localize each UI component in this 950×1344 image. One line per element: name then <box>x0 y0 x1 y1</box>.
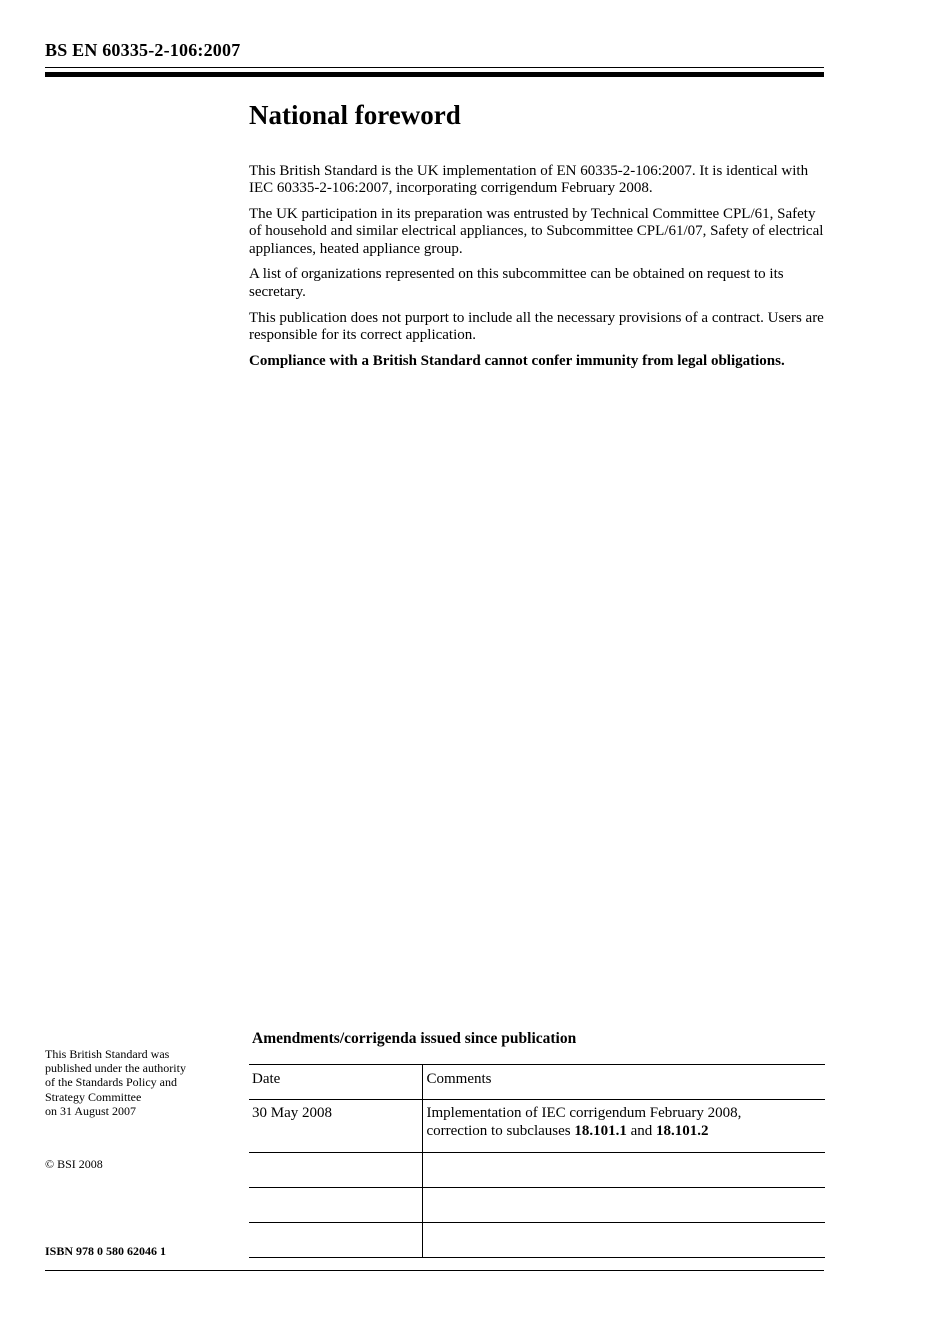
table-row-empty <box>249 1223 825 1258</box>
isbn: ISBN 978 0 580 62046 1 <box>45 1244 167 1258</box>
authority-line: This British Standard was <box>45 1047 170 1061</box>
authority-line: of the Standards Policy and <box>45 1075 177 1090</box>
document-standard-id: BS EN 60335-2-106:2007 <box>45 40 241 60</box>
subclause-ref: 18.101.1 <box>574 1123 627 1139</box>
paragraph-organizations: A list of organizations represented on this subcommittee can be obtained on request to its secretary. <box>249 266 784 300</box>
column-header-comments: Comments <box>422 1065 825 1100</box>
amendment-comment <box>422 1100 825 1153</box>
table-header-row <box>249 1065 825 1100</box>
empty-cell <box>249 1223 422 1258</box>
authority-line: published under the authority <box>45 1061 186 1076</box>
empty-cell <box>422 1153 825 1188</box>
authority-line: on 31 August 2007 <box>45 1103 137 1118</box>
table-row-empty <box>249 1188 825 1223</box>
page-title: National foreword <box>249 100 461 130</box>
paragraph-contract: This publication does not purport to include all the necessary provisions of a contract. Users are responsible for its correct application. <box>249 309 824 343</box>
paragraph-compliance: Compliance with a British Standard cannot confer immunity from legal obligations. <box>249 352 785 369</box>
footer-rule <box>45 1270 824 1271</box>
table-row-empty <box>249 1153 825 1188</box>
empty-cell <box>249 1188 422 1223</box>
column-header-date: Date <box>249 1065 422 1100</box>
amendment-date: 30 May 2008 <box>249 1100 422 1153</box>
empty-cell <box>249 1153 422 1188</box>
empty-cell <box>422 1223 825 1258</box>
foreword-body <box>249 163 829 378</box>
empty-cell <box>422 1188 825 1223</box>
table-row <box>249 1100 825 1153</box>
header-rule-thick <box>45 72 824 77</box>
publication-authority-note <box>45 1047 235 1118</box>
paragraph-participation: The UK participation in its preparation was entrusted by Technical Committee CPL/61, Safety of household and similar electrical appliances, to Subcommittee CPL/61/07, Safety of electrical appliances, heated appliance group. <box>249 206 824 257</box>
authority-line: Strategy Committee <box>45 1089 142 1104</box>
copyright-notice: © BSI 2008 <box>45 1157 103 1171</box>
comment-conjunction: and <box>626 1123 657 1139</box>
amendments-table <box>249 1064 825 1258</box>
subclause-ref: 18.101.2 <box>656 1123 709 1139</box>
header-rule-thin <box>45 67 824 68</box>
amendments-title: Amendments/corrigenda issued since publication <box>252 1030 577 1047</box>
paragraph-implementation: This British Standard is the UK implementation of EN 60335-2-106:2007. It is identical with IEC 60335-2-106:2007, incorporating corrigendum February 2008. <box>249 163 809 197</box>
comment-line-prefix: correction to subclauses <box>426 1123 575 1139</box>
comment-line: Implementation of IEC corrigendum February 2008, <box>426 1105 742 1121</box>
